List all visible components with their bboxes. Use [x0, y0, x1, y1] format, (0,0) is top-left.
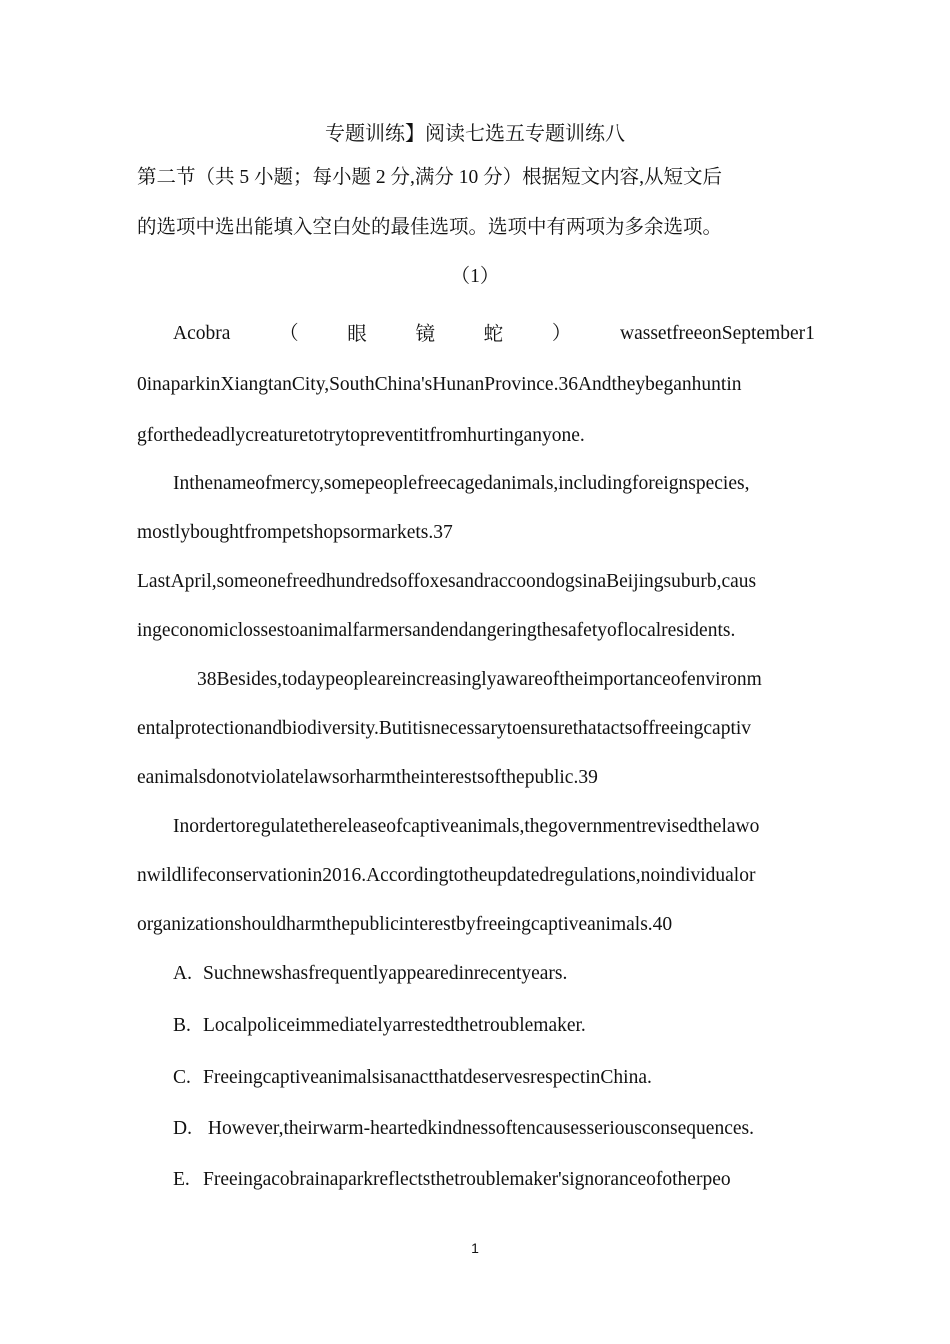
- passage-p1-line-1: [173, 322, 815, 346]
- cobra-char-3: 蛇: [483, 322, 504, 345]
- option-d: [173, 1117, 754, 1141]
- paren-open: （: [279, 323, 299, 344]
- option-text: Freeingacobrainaparkreflectsthetroublemaker'signoranceofotherpeo: [203, 1169, 731, 1190]
- passage-p2-line-4: ingeconomiclossestoanimalfarmersandendangeringthesafetyoflocalresidents.: [137, 620, 736, 641]
- paren-close: ）: [551, 323, 572, 344]
- option-letter: D.: [173, 1118, 192, 1139]
- option-text: Localpoliceimmediatelyarrestedthetroublemaker.: [203, 1015, 586, 1036]
- option-letter: E.: [173, 1169, 190, 1190]
- option-c: [173, 1066, 652, 1090]
- cobra-char-2: 镜: [415, 322, 435, 345]
- option-letter: C.: [173, 1067, 191, 1088]
- option-text: Suchnewshasfrequentlyappearedinrecentyears.: [203, 963, 568, 984]
- option-e: [173, 1168, 731, 1192]
- option-a: [173, 962, 567, 986]
- option-b: [173, 1014, 586, 1038]
- passage-p4-line-2: nwildlifeconservationin2016.Accordingtotheupdatedregulations,noindividualor: [137, 865, 756, 886]
- page-number: 1: [471, 1240, 479, 1256]
- passage-p3-line-2: entalprotectionandbiodiversity.Butitisnecessarytoensurethatactsoffreeingcaptiv: [137, 718, 752, 739]
- passage-p1-line-3: gforthedeadlycreaturetotrytopreventitfromhurtinganyone.: [137, 425, 585, 446]
- instructions-line-1: 第二节（共 5 小题；每小题 2 分,满分 10 分）根据短文内容,从短文后: [137, 167, 723, 188]
- passage-p2-line-2: mostlyboughtfrompetshopsormarkets.37: [137, 522, 453, 543]
- document-title: 专题训练】阅读七选五专题训练八: [325, 123, 625, 145]
- option-letter: A.: [173, 963, 192, 984]
- passage-p4-line-1: Inordertoregulatethereleaseofcaptiveanimals,thegovernmentrevisedthelawo: [173, 816, 760, 837]
- passage-p2-line-3: LastApril,someonefreedhundredsoffoxesandraccoondogsinaBeijingsuburb,caus: [137, 571, 757, 592]
- word-setfree: wassetfreeonSeptember1: [620, 323, 815, 344]
- cobra-char-1: 眼: [347, 322, 367, 345]
- passage-p3-line-3: eanimalsdonotviolatelawsorharmtheinterestsofthepublic.39: [137, 767, 598, 788]
- passage-p2-line-1: Inthenameofmercy,somepeoplefreecagedanimals,includingforeignspecies,: [173, 473, 750, 494]
- word-acobra: Acobra: [173, 323, 231, 344]
- passage-p3-line-1: 38Besides,todaypeopleareincreasinglyawareoftheimportanceofenvironm: [197, 669, 762, 690]
- instructions-line-2: 的选项中选出能填入空白处的最佳选项。选项中有两项为多余选项。: [137, 217, 723, 238]
- option-text: However,theirwarm-heartedkindnessoftencausesseriousconsequences.: [203, 1118, 754, 1139]
- passage-p4-line-3: organizationshouldharmthepublicinterestbyfreeingcaptiveanimals.40: [137, 914, 673, 935]
- passage-p1-line-2: 0inaparkinXiangtanCity,SouthChina'sHunanProvince.36Andtheybeganhuntin: [137, 374, 742, 395]
- option-text: FreeingcaptiveanimalsisanactthatdeservesrespectinChina.: [203, 1067, 652, 1088]
- section-label: （1）: [450, 266, 500, 287]
- option-letter: B.: [173, 1015, 191, 1036]
